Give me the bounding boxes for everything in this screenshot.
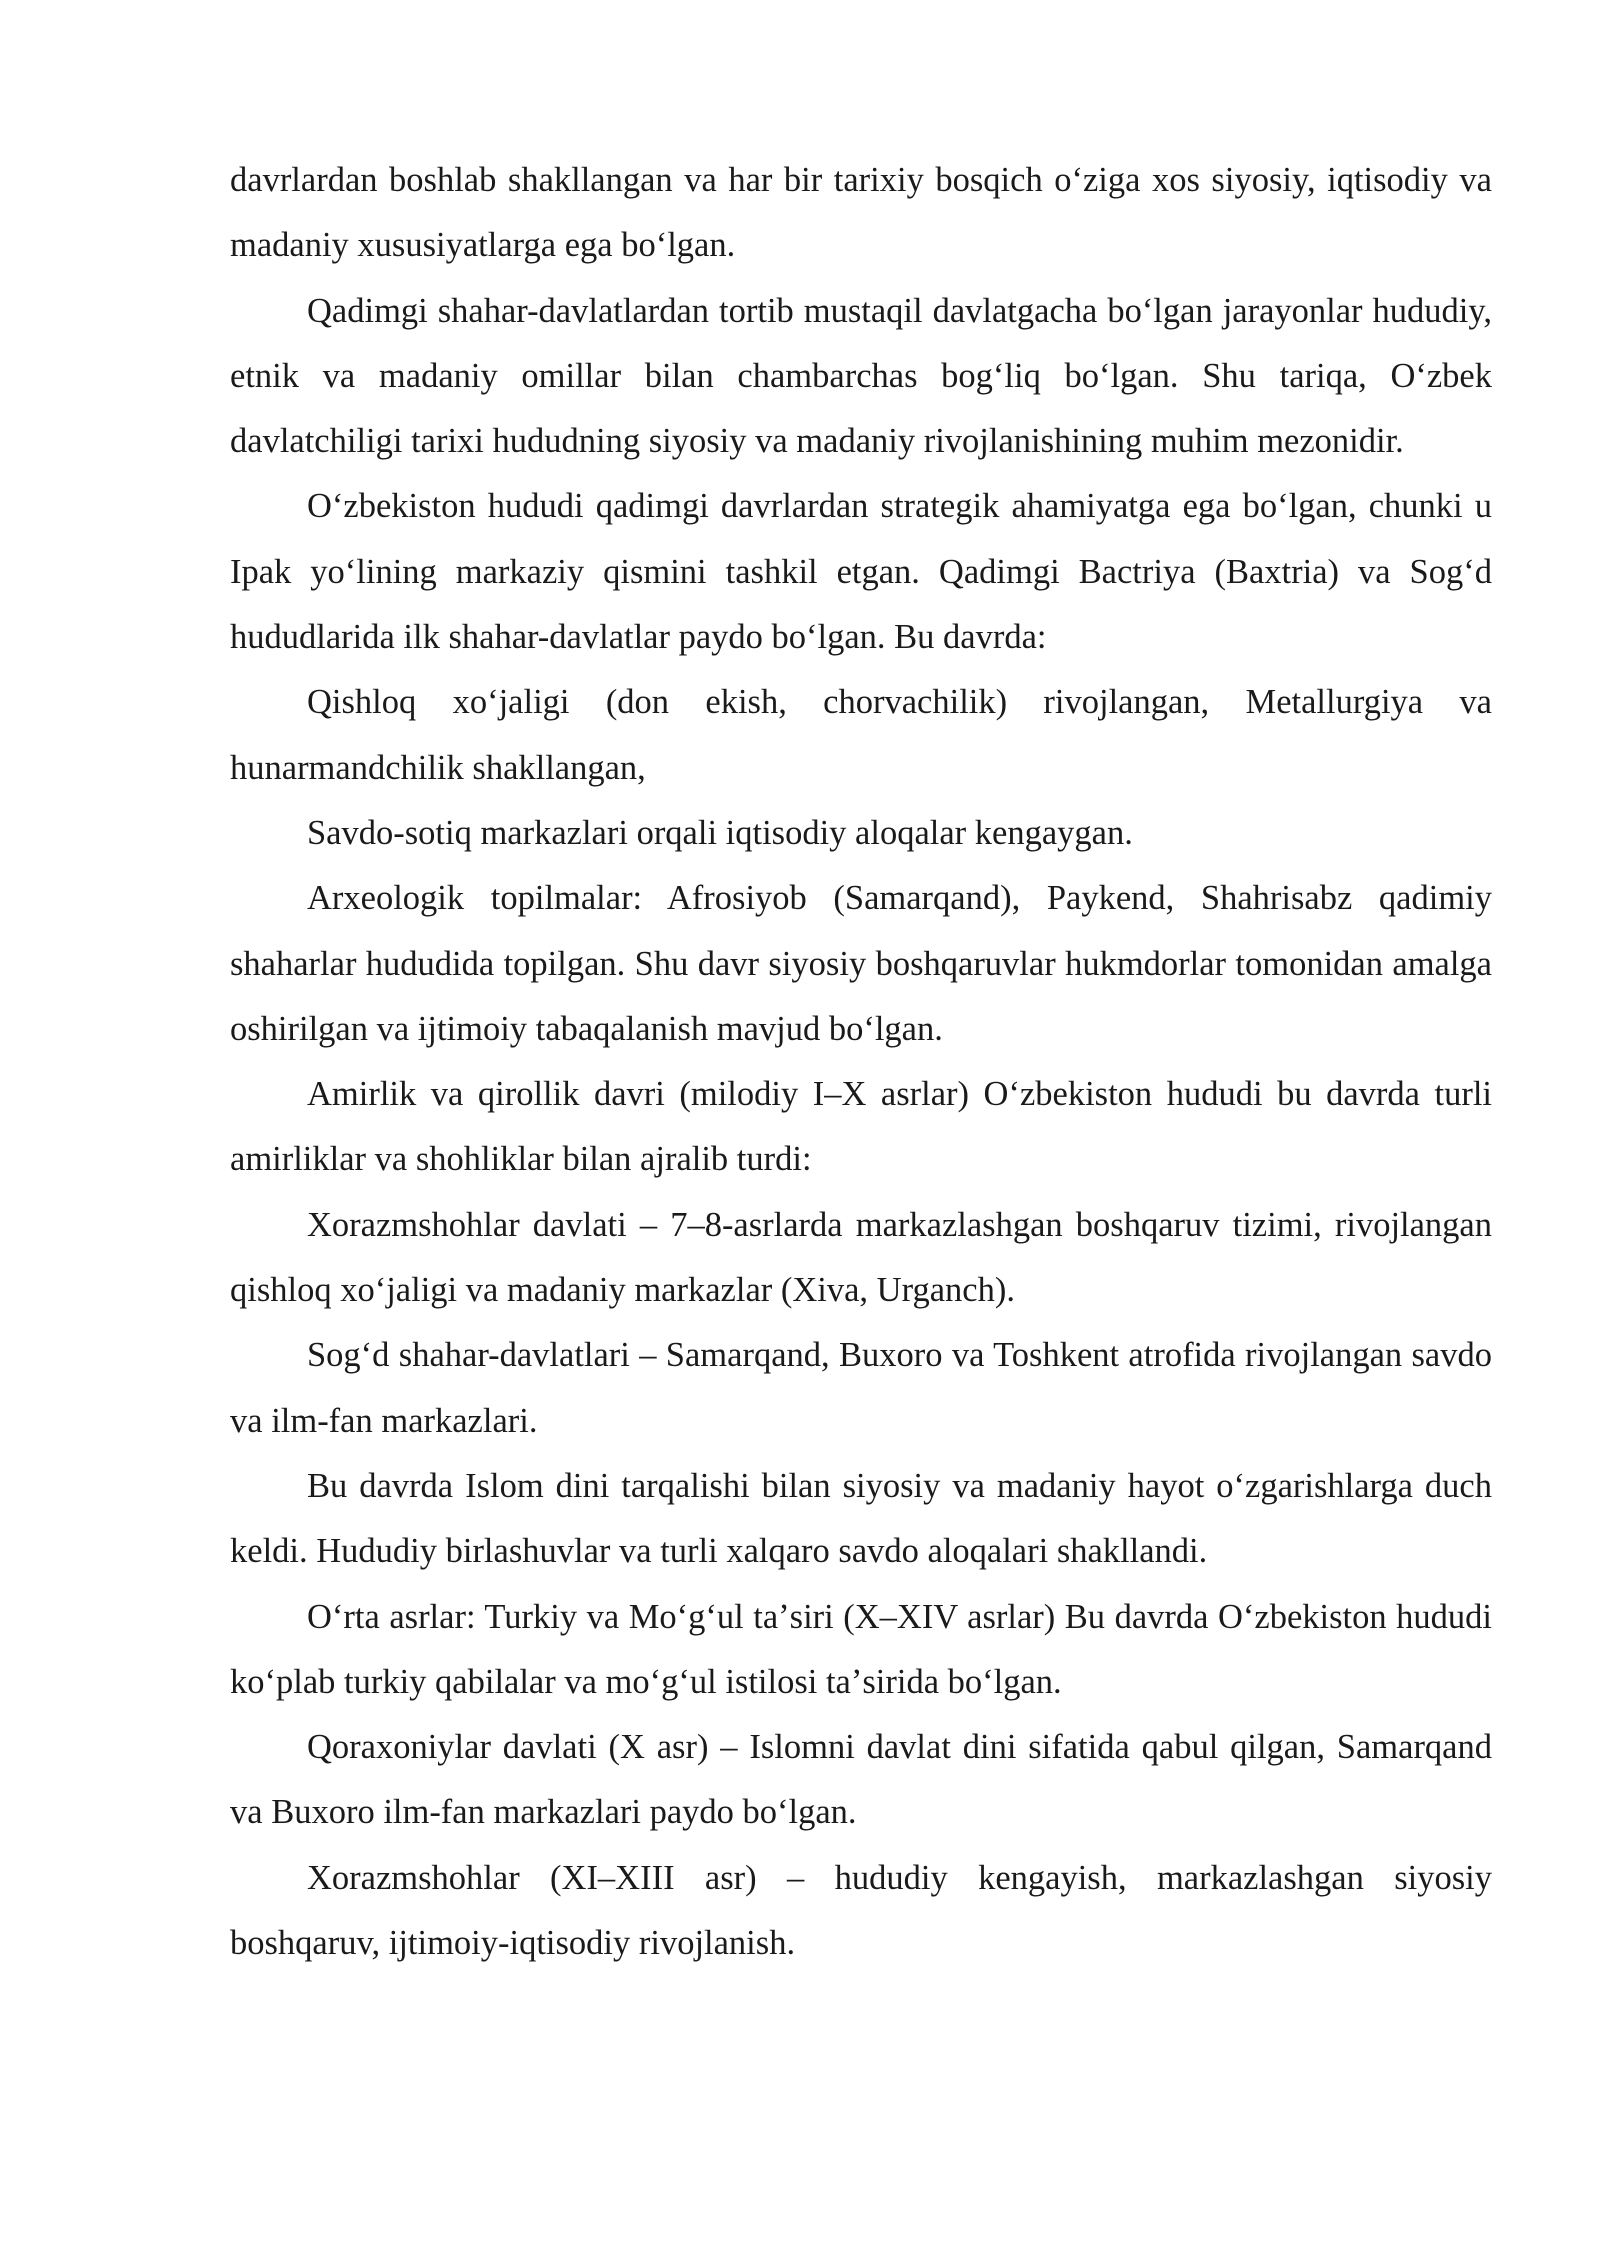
paragraph: Qoraxoniylar davlati (X asr) – Islomni davlat dini sifatida qabul qilgan, Samarqand va Buxoro ilm-fan markazlari paydo boʻlgan. [230, 1728, 1492, 1832]
paragraph: Oʻzbekiston hududi qadimgi davrlardan strategik ahamiyatga ega boʻlgan, chunki u Ipak yoʻlining markaziy qismini tashkil etgan. Qadimgi Bactriya (Baxtria) va Sogʻd hududlarida ilk shahar-davlatlar paydo boʻlgan. Bu davrda: [230, 487, 1492, 657]
paragraph: Arxeologik topilmalar: Afrosiyob (Samarqand), Paykend, Shahrisabz qadimiy shaharlar hududida topilgan. Shu davr siyosiy boshqaruvlar hukmdorlar tomonidan amalga oshirilgan va ijtimoiy tabaqalanish mavjud boʻlgan. [230, 879, 1492, 1048]
paragraph: Qadimgi shahar-davlatlardan tortib mustaqil davlatgacha boʻlgan jarayonlar hududiy, etnik va madaniy omillar bilan chambarchas bogʻliq boʻlgan. Shu tariqa, Oʻzbek davlatchiligi tarixi hududning siyosiy va madaniy rivojlanishining muhim mezonidir. [230, 291, 1492, 461]
paragraph: Xorazmshohlar davlati – 7–8-asrlarda markazlashgan boshqaruv tizimi, rivojlangan qishloq xoʻjaligi va madaniy markazlar (Xiva, Urganch). [230, 1205, 1492, 1310]
paragraph-continuation: davrlardan boshlab shakllangan va har bir tarixiy bosqich oʻziga xos siyosiy, iqtisodiy va madaniy xususiyatlarga ega boʻlgan. [230, 161, 1492, 265]
document-body [230, 148, 1492, 1976]
paragraph: Amirlik va qirollik davri (milodiy I–X asrlar) Oʻzbekiston hududi bu davrda turli amirliklar va shohliklar bilan ajralib turdi: [230, 1075, 1492, 1179]
paragraph: Xorazmshohlar (XI–XIII asr) – hududiy kengayish, markazlashgan siyosiy boshqaruv, ijtimoiy-iqtisodiy rivojlanish. [230, 1858, 1492, 1963]
paragraph: Bu davrda Islom dini tarqalishi bilan siyosiy va madaniy hayot oʻzgarishlarga duch keldi. Hududiy birlashuvlar va turli xalqaro savdo aloqalari shakllandi. [230, 1466, 1492, 1571]
paragraph: Sogʻd shahar-davlatlari – Samarqand, Buxoro va Toshkent atrofida rivojlangan savdo va ilm-fan markazlari. [230, 1336, 1492, 1440]
paragraph: Savdo-sotiq markazlari orqali iqtisodiy aloqalar kengaygan. [307, 813, 1133, 852]
paragraph: Oʻrta asrlar: Turkiy va Moʻgʻul taʼsiri (X–XIV asrlar) Bu davrda Oʻzbekiston hududi koʻplab turkiy qabilalar va moʻgʻul istilosi taʼsirida boʻlgan. [230, 1597, 1492, 1701]
paragraph: Qishloq xoʻjaligi (don ekish, chorvachilik) rivojlangan, Metallurgiya va hunarmandchilik shakllangan, [230, 683, 1492, 787]
